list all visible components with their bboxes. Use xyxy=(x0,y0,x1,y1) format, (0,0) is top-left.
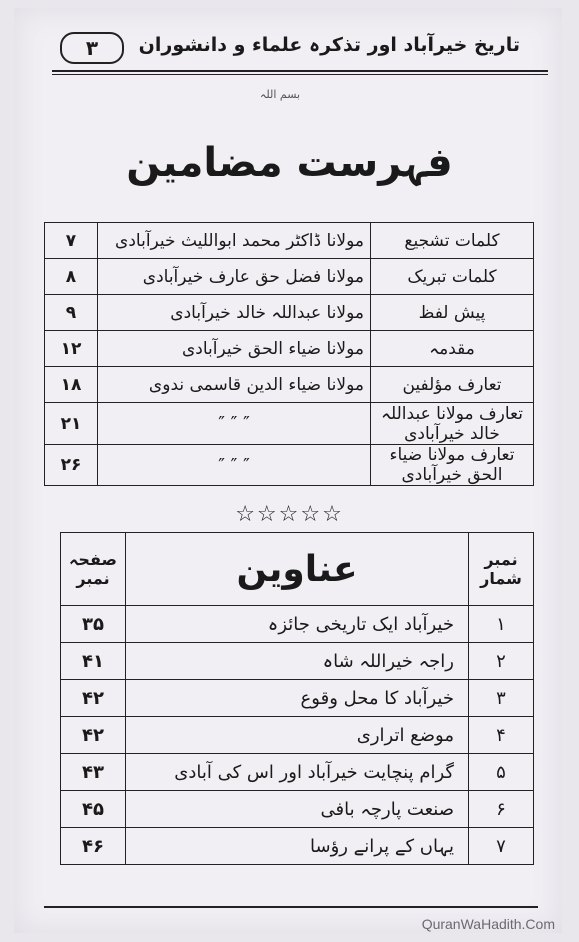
chapter-title: یہاں کے پرانے رؤسا xyxy=(126,828,469,865)
header-rule xyxy=(52,70,548,75)
running-header xyxy=(30,30,530,72)
entry-title: تعارف مولانا ضیاء الحق خیرآبادی xyxy=(371,445,534,486)
chapter-page: ۴۵ xyxy=(61,791,126,828)
book-title: تاریخ خیرآباد اور تذکرہ علماء و دانشوران xyxy=(138,34,520,56)
table-row xyxy=(45,223,534,259)
entry-page: ۲۶ xyxy=(45,445,98,486)
table-row xyxy=(45,331,534,367)
table-row xyxy=(61,754,534,791)
chapter-number: ۳ xyxy=(469,680,534,717)
table-row xyxy=(61,717,534,754)
table-row xyxy=(61,791,534,828)
chapter-number: ۴ xyxy=(469,717,534,754)
ditto-marks xyxy=(98,403,371,445)
entry-author: مولانا ضیاء الحق خیرآبادی xyxy=(98,331,371,367)
chapter-title: راجہ خیراللہ شاہ xyxy=(126,643,469,680)
page-number: ۳ xyxy=(60,32,124,64)
table-row xyxy=(45,259,534,295)
entry-title: تعارف مؤلفین xyxy=(371,367,534,403)
table-row xyxy=(61,643,534,680)
table-header-row xyxy=(61,533,534,606)
table-row xyxy=(61,828,534,865)
entry-page: ۷ xyxy=(45,223,98,259)
entry-page: ۸ xyxy=(45,259,98,295)
chapter-title: گرام پنچایت خیرآباد اور اس کی آبادی xyxy=(126,754,469,791)
chapter-title: صنعت پارچہ بافی xyxy=(126,791,469,828)
entry-title: تعارف مولانا عبداللہ خالد خیرآبادی xyxy=(371,403,534,445)
entry-title: پیش لفظ xyxy=(371,295,534,331)
chapter-page: ۴۲ xyxy=(61,680,126,717)
table-row xyxy=(61,680,534,717)
table-row xyxy=(61,606,534,643)
chapter-page: ۳۵ xyxy=(61,606,126,643)
entry-author: مولانا عبداللہ خالد خیرآبادی xyxy=(98,295,371,331)
chapter-page: ۴۱ xyxy=(61,643,126,680)
chapter-title: خیرآباد کا محل وقوع xyxy=(126,680,469,717)
chapter-number: ۶ xyxy=(469,791,534,828)
column-header-chapters: عناوین xyxy=(126,533,469,606)
table-row xyxy=(45,403,534,445)
bottom-rule xyxy=(44,906,538,908)
chapter-title: موضع اتراری xyxy=(126,717,469,754)
preface-table xyxy=(44,222,534,486)
chapter-page: ۴۲ xyxy=(61,717,126,754)
entry-title: مقدمہ xyxy=(371,331,534,367)
table-row xyxy=(45,367,534,403)
entry-page: ۱۲ xyxy=(45,331,98,367)
ornament-calligraphy: بسم اللہ xyxy=(259,88,301,101)
chapter-number: ۵ xyxy=(469,754,534,791)
entry-author: مولانا فضل حق عارف خیرآبادی xyxy=(98,259,371,295)
watermark: QuranWaHadith.Com xyxy=(421,916,555,932)
entry-page: ۹ xyxy=(45,295,98,331)
entry-author: مولانا ضیاء الدین قاسمی ندوی xyxy=(98,367,371,403)
entry-title: کلمات تبریک xyxy=(371,259,534,295)
star-separator: ☆☆☆☆☆ xyxy=(235,502,344,527)
page-title: فہرست مضامین xyxy=(126,140,453,186)
chapters-table xyxy=(60,532,534,865)
table-row xyxy=(45,445,534,486)
ditto-text: ″ ″ ″ xyxy=(218,413,250,434)
chapter-page: ۴۳ xyxy=(61,754,126,791)
chapter-number: ۲ xyxy=(469,643,534,680)
chapter-number: ۷ xyxy=(469,828,534,865)
ditto-text: ″ ″ ″ xyxy=(218,454,250,476)
chapter-title: خیرآباد ایک تاریخی جائزہ xyxy=(126,606,469,643)
entry-title: کلمات تشجیع xyxy=(371,223,534,259)
chapter-number: ۱ xyxy=(469,606,534,643)
entry-author: مولانا ڈاکٹر محمد ابواللیث خیرآبادی xyxy=(98,223,371,259)
column-header-number: نمبر شمار xyxy=(469,533,534,606)
entry-page: ۲۱ xyxy=(45,403,98,445)
entry-page: ۱۸ xyxy=(45,367,98,403)
column-header-page: صفحہ نمبر xyxy=(61,533,126,606)
ditto-marks xyxy=(98,445,371,486)
table-row xyxy=(45,295,534,331)
chapter-page: ۴۶ xyxy=(61,828,126,865)
